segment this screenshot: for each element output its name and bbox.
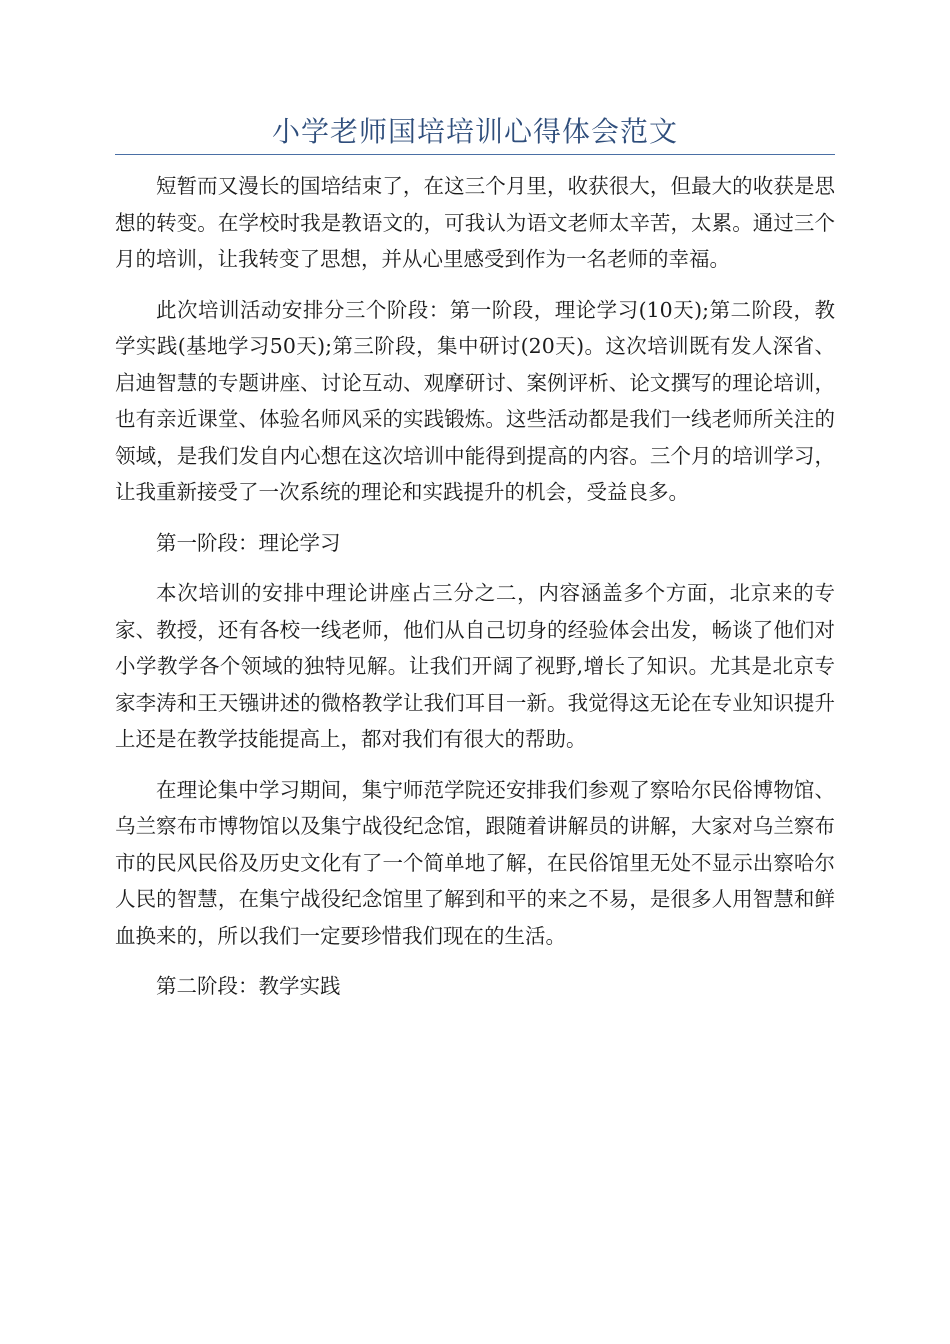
- section-heading-stage-two: 第二阶段：教学实践: [156, 974, 341, 998]
- paragraph-theory-lectures: 本次培训的安排中理论讲座占三分之二，内容涵盖多个方面，北京来的专家、教授，还有各校一线老师，他们从自己切身的经验体会出发，畅谈了他们对小学教学各个领域的独特见解。让我们开阔了视野,增长了知识。尤其是北京专家李涛和王天镪讲述的微格教学让我们耳目一新。我觉得这无论在专业知识提升上还是在教学技能提高上，都对我们有很大的帮助。: [115, 581, 835, 751]
- section-heading-stage-one: 第一阶段：理论学习: [156, 530, 341, 555]
- document-body: [115, 168, 835, 1019]
- title-underline: [115, 154, 835, 155]
- paragraph-arrangement: 此次培训活动安排分三个阶段：第一阶段，理论学习(10天);第二阶段，教学实践(基地学习50天);第三阶段，集中研讨(20天)。这次培训既有发人深省、启迪智慧的专题讲座、讨论互动、观摩研讨、案例评析、论文撰写的理论培训，也有亲近课堂、体验名师风采的实践锻炼。这些活动都是我们一线老师所关注的领域，是我们发自内心想在这次培训中能得到提高的内容。三个月的培训学习，让我重新接受了一次系统的理论和实践提升的机会，受益良多。: [115, 297, 835, 504]
- document-title: 小学老师国培培训心得体会范文: [271, 115, 678, 148]
- paragraph-intro: 短暂而又漫长的国培结束了，在这三个月里，收获很大，但最大的收获是思想的转变。在学校时我是教语文的，可我认为语文老师太辛苦，太累。通过三个月的培训，让我转变了思想，并从心里感受到作为一名老师的幸福。: [115, 174, 835, 271]
- paragraph-museum-visits: 在理论集中学习期间，集宁师范学院还安排我们参观了察哈尔民俗博物馆、乌兰察布市博物馆以及集宁战役纪念馆，跟随着讲解员的讲解，大家对乌兰察布市的民风民俗及历史文化有了一个简单地了解，在民俗馆里无处不显示出察哈尔人民的智慧，在集宁战役纪念馆里了解到和平的来之不易，是很多人用智慧和鲜血换来的，所以我们一定要珍惜我们现在的生活。: [115, 777, 835, 948]
